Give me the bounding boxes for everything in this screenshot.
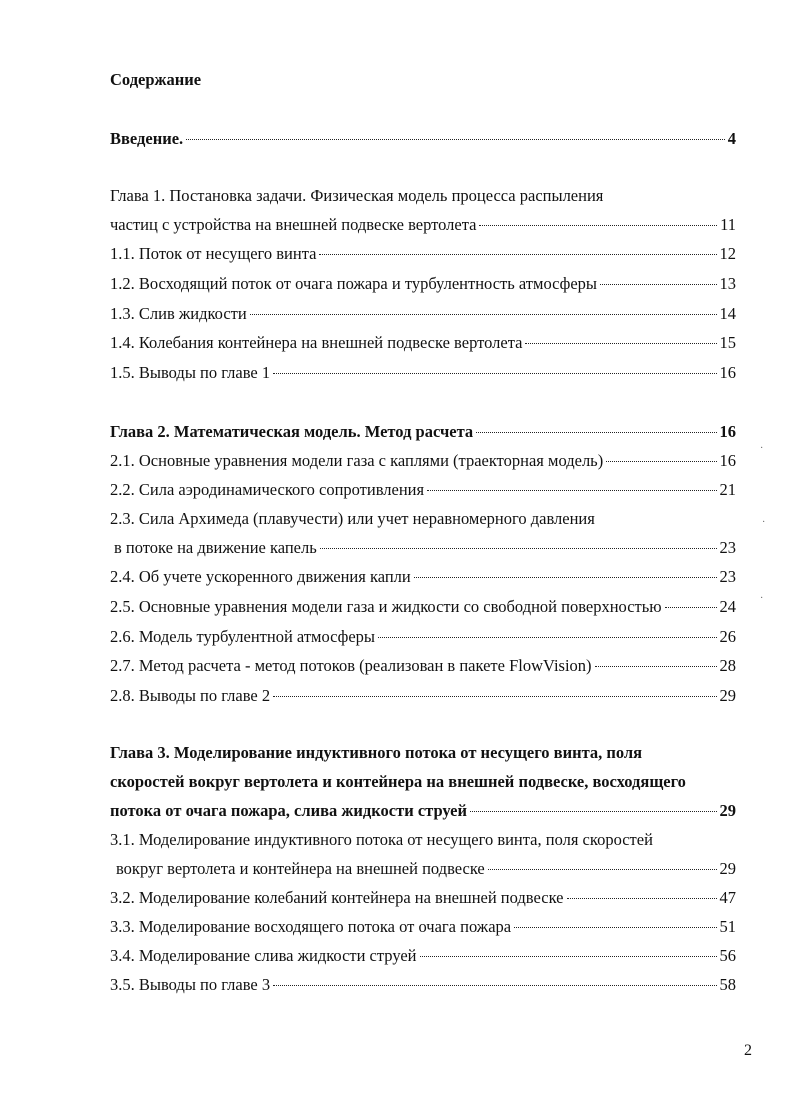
toc-label: 3.2. Моделирование колебаний контейнера на внешней подвеске (110, 888, 564, 907)
leader-dots (525, 343, 716, 344)
scan-speck: · (762, 517, 766, 528)
toc-entry-intro (110, 128, 736, 150)
toc-label: 2.2. Сила аэродинамического сопротивления (110, 480, 425, 499)
toc-page: 16 (719, 451, 736, 470)
toc-page: 51 (719, 917, 736, 936)
toc-label: потока от очага пожара, слива жидкости струей (110, 801, 468, 820)
leader-dots (427, 490, 716, 491)
leader-dots (470, 811, 716, 812)
toc-entry (110, 362, 736, 384)
toc-page: 47 (719, 888, 736, 907)
chapter3-title-line2: скоростей вокруг вертолета и контейнера на внешней подвеске, восходящего (110, 772, 686, 791)
toc-page: 14 (719, 304, 736, 323)
toc-page: 23 (719, 567, 736, 586)
toc-label: 1.4. Колебания контейнера на внешней подвеске вертолета (110, 333, 523, 352)
toc-page: 29 (719, 801, 736, 820)
leader-dots (378, 637, 716, 638)
leader-dots (600, 284, 717, 285)
toc-label: частиц с устройства на внешней подвеске вертолета (110, 215, 477, 234)
leader-dots (479, 225, 717, 226)
leader-dots (273, 373, 716, 374)
toc-page: 16 (719, 363, 736, 382)
leader-dots (273, 696, 716, 697)
toc-page: 56 (719, 946, 736, 965)
toc-entry-line1: 2.3. Сила Архимеда (плавучести) или учет неравномерного давления (110, 509, 595, 528)
toc-page: 15 (719, 333, 736, 352)
toc-label: 2.1. Основные уравнения модели газа с каплями (траекторная модель) (110, 451, 604, 470)
toc-page: 23 (719, 538, 736, 557)
toc-page: 21 (719, 480, 736, 499)
toc-page: 13 (719, 274, 736, 293)
toc-page: 4 (727, 129, 736, 148)
leader-dots (595, 666, 717, 667)
leader-dots (476, 432, 716, 433)
toc-entry-line1: 3.1. Моделирование индуктивного потока от несущего винта, поля скоростей (110, 830, 653, 849)
toc-label: 2.7. Метод расчета - метод потоков (реализован в пакете FlowVision) (110, 656, 592, 675)
toc-entry-chapter1 (110, 214, 736, 236)
leader-dots (606, 461, 716, 462)
toc-entry (116, 858, 736, 880)
leader-dots (420, 956, 717, 957)
toc-page: 58 (719, 975, 736, 994)
toc-label: в потоке на движение капель (114, 538, 317, 557)
toc-entry (110, 887, 736, 909)
toc-page: 29 (719, 859, 736, 878)
leader-dots (665, 607, 717, 608)
leader-dots (414, 577, 717, 578)
toc-label: 1.3. Слив жидкости (110, 304, 247, 323)
toc-label: Введение. (110, 129, 184, 148)
toc-page: 28 (719, 656, 736, 675)
toc-entry (110, 626, 736, 648)
toc-label: Глава 2. Математическая модель. Метод расчета (110, 422, 474, 441)
leader-dots (273, 985, 716, 986)
toc-label: 2.6. Модель турбулентной атмосферы (110, 627, 376, 646)
toc-label: 3.5. Выводы по главе 3 (110, 975, 271, 994)
page-title: Содержание (110, 70, 202, 89)
toc-entry (110, 243, 736, 265)
toc-entry (110, 303, 736, 325)
toc-label: 1.5. Выводы по главе 1 (110, 363, 271, 382)
toc-entry (110, 332, 736, 354)
toc-page: 29 (719, 686, 736, 705)
toc-label: 2.8. Выводы по главе 2 (110, 686, 271, 705)
toc-entry-chapter3 (110, 800, 736, 822)
page-number: 2 (744, 1042, 752, 1059)
leader-dots (567, 898, 717, 899)
toc-page: 26 (719, 627, 736, 646)
toc-entry (110, 916, 736, 938)
toc-entry (110, 945, 736, 967)
chapter3-title-line1: Глава 3. Моделирование индуктивного потока от несущего винта, поля (110, 743, 643, 762)
leader-dots (320, 548, 717, 549)
toc-entry (110, 566, 736, 588)
toc-page: 24 (719, 597, 736, 616)
scan-speck: · (760, 443, 764, 454)
leader-dots (250, 314, 717, 315)
toc-entry (110, 655, 736, 677)
toc-label: 2.4. Об учете ускоренного движения капли (110, 567, 411, 586)
toc-page: 12 (719, 244, 736, 263)
leader-dots (319, 254, 716, 255)
toc-entry (110, 974, 736, 996)
toc-label: вокруг вертолета и контейнера на внешней подвеске (116, 859, 485, 878)
toc-label: 1.2. Восходящий поток от очага пожара и турбулентность атмосферы (110, 274, 597, 293)
leader-dots (514, 927, 716, 928)
toc-page: 11 (720, 215, 736, 234)
toc-label: 2.5. Основные уравнения модели газа и жидкости со свободной поверхностью (110, 597, 662, 616)
toc-entry (110, 685, 736, 707)
chapter1-title-line1: Глава 1. Постановка задачи. Физическая модель процесса распыления (110, 186, 604, 205)
toc-entry (110, 450, 736, 472)
toc-label: 1.1. Поток от несущего винта (110, 244, 317, 263)
scan-speck: · (760, 593, 764, 604)
toc-entry-chapter2 (110, 421, 736, 443)
toc-label: 3.3. Моделирование восходящего потока от очага пожара (110, 917, 512, 936)
toc-label: 3.4. Моделирование слива жидкости струей (110, 946, 417, 965)
leader-dots (488, 869, 717, 870)
toc-entry (114, 537, 736, 559)
toc-entry (110, 596, 736, 618)
toc-entry (110, 273, 736, 295)
toc-page: 16 (719, 422, 736, 441)
leader-dots (186, 139, 725, 140)
toc-entry (110, 479, 736, 501)
